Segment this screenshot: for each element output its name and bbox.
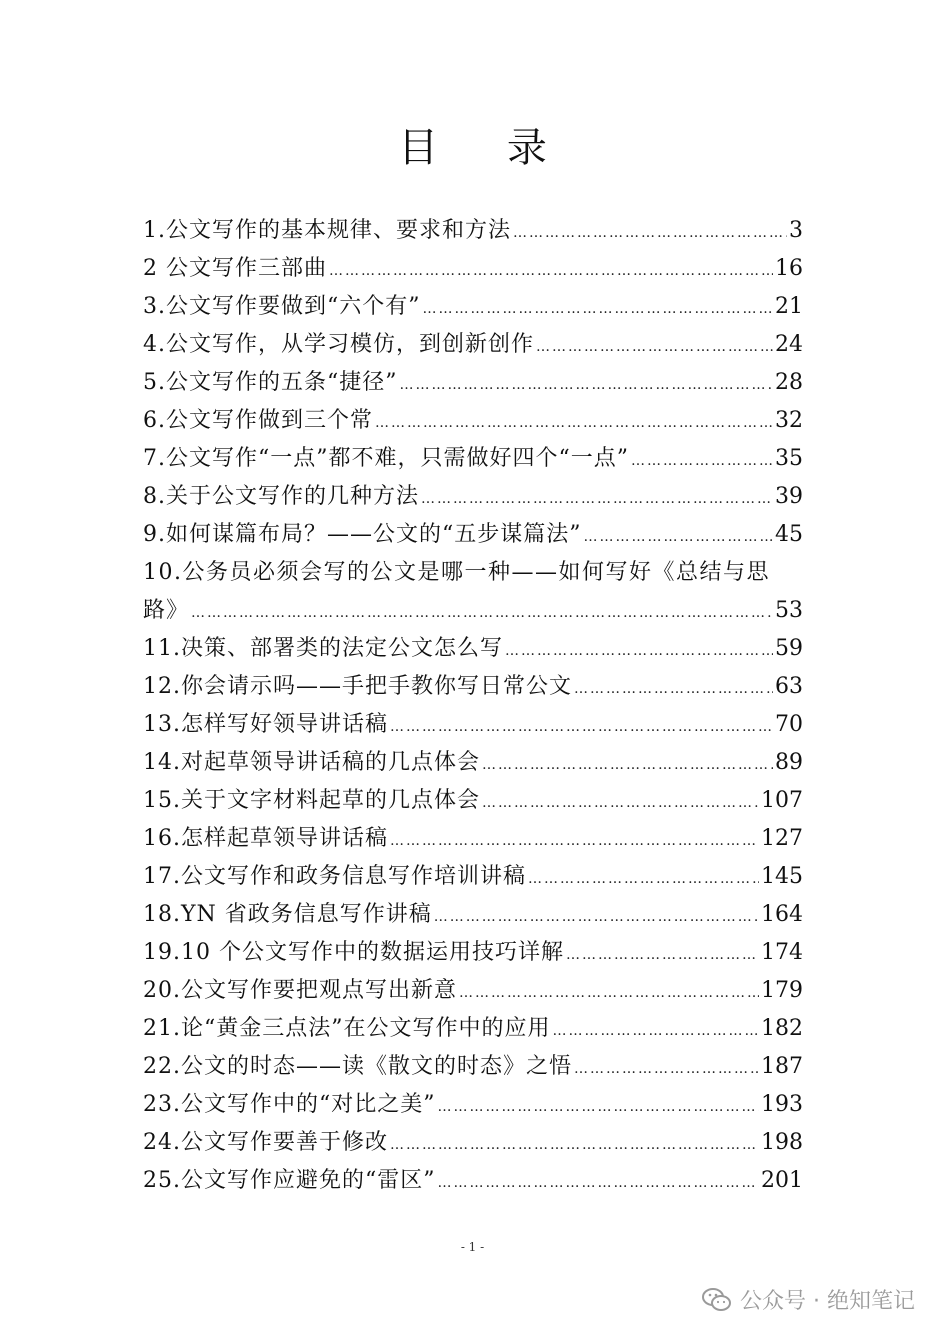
toc-entry-page: 127 <box>761 826 803 851</box>
toc-entry[interactable] <box>143 440 803 478</box>
toc-entry-title: 11.决策、部署类的法定公文怎么写 <box>143 636 503 661</box>
toc-entry-title: 12.你会请示吗——手把手教你写日常公文 <box>143 674 572 699</box>
toc-entry[interactable] <box>143 820 803 858</box>
toc-entry-page: 193 <box>761 1092 803 1117</box>
toc-entry-page: 174 <box>761 940 803 965</box>
toc-entry[interactable] <box>143 364 803 402</box>
toc-entry[interactable] <box>143 934 803 972</box>
toc-entry-page: 39 <box>775 484 803 509</box>
toc-entry-page: 145 <box>761 864 803 889</box>
toc-entry-title: 6.公文写作做到三个常 <box>143 408 373 433</box>
toc-leader-dots <box>584 518 774 554</box>
toc-entry-title: 9.如何谋篇布局？——公文的“五步谋篇法” <box>143 522 582 547</box>
toc-entry-page: 59 <box>775 636 803 661</box>
toc-entry[interactable] <box>143 1010 803 1048</box>
toc-entry-page: 16 <box>775 256 803 281</box>
toc-entry-title: 19.10 个公文写作中的数据运用技巧详解 <box>143 940 564 965</box>
watermark-text: 公众号 · 绝知笔记 <box>740 1289 915 1314</box>
toc-entry[interactable] <box>143 288 803 326</box>
toc-entry-page: 201 <box>761 1168 803 1193</box>
toc-entry-page: 21 <box>775 294 803 319</box>
toc-entry[interactable] <box>143 744 803 782</box>
toc-leader-dots <box>434 898 759 934</box>
toc-leader-dots <box>505 632 773 668</box>
toc-entry-page: 32 <box>775 408 803 433</box>
toc-entry-page: 198 <box>761 1130 803 1155</box>
toc-entry-title: 22.公文的时态——读《散文的时态》之悟 <box>143 1054 572 1079</box>
toc-entry-title: 14.对起草领导讲话稿的几点体会 <box>143 750 480 775</box>
toc-leader-dots <box>390 708 773 744</box>
toc-entry-title: 13.怎样写好领导讲话稿 <box>143 712 388 737</box>
toc-entry-page: 89 <box>775 750 803 775</box>
toc-leader-dots <box>421 480 773 516</box>
toc-entry[interactable] <box>143 212 803 250</box>
toc-entry-page: 164 <box>761 902 803 927</box>
toc-entry-title: 4.公文写作，从学习模仿，到创新创作 <box>143 332 534 357</box>
toc-entry-title: 17.公文写作和政务信息写作培训讲稿 <box>143 864 526 889</box>
toc-entry[interactable] <box>143 706 803 744</box>
toc-entry-page: 70 <box>775 712 803 737</box>
watermark <box>702 1284 915 1315</box>
toc-entry-page: 179 <box>761 978 803 1003</box>
toc-leader-dots <box>566 936 759 972</box>
toc-entry-title: 18.YN 省政务信息写作讲稿 <box>143 902 432 927</box>
toc-leader-dots <box>191 594 773 630</box>
toc-entry-title: 20.公文写作要把观点写出新意 <box>143 978 457 1003</box>
toc-leader-dots <box>513 214 787 250</box>
toc-leader-dots <box>459 974 759 1010</box>
toc-entry-continuation[interactable] <box>143 592 803 630</box>
toc-entry-title: 3.公文写作要做到“六个有” <box>143 294 421 319</box>
toc-leader-dots <box>437 1164 759 1200</box>
toc-entry-title: 8.关于公文写作的几种方法 <box>143 484 419 509</box>
toc-leader-dots <box>329 252 773 288</box>
toc-entry-page: 45 <box>775 522 803 547</box>
page-number: - 1 - <box>460 1240 485 1254</box>
toc-leader-dots <box>574 1050 759 1086</box>
toc-entry-title: 23.公文写作中的“对比之美” <box>143 1092 436 1117</box>
toc-entry-title-cont: 路》 <box>143 598 190 623</box>
toc-leader-dots <box>631 442 773 478</box>
toc-entry-page: 182 <box>761 1016 803 1041</box>
toc-leader-dots <box>437 1088 759 1124</box>
toc-entry[interactable] <box>143 972 803 1010</box>
toc-entry-page: 35 <box>775 446 803 471</box>
toc-entry-title: 16.怎样起草领导讲话稿 <box>143 826 388 851</box>
toc-entry-page: 53 <box>775 598 803 623</box>
toc-entry-title: 2 公文写作三部曲 <box>143 256 327 281</box>
toc-entry[interactable] <box>143 1162 803 1200</box>
toc-entry-title: 15.关于文字材料起草的几点体会 <box>143 788 480 813</box>
toc-entry-title: 1.公文写作的基本规律、要求和方法 <box>143 218 511 243</box>
toc-entry-title: 7.公文写作“一点”都不难，只需做好四个“一点” <box>143 446 629 471</box>
toc-entry[interactable] <box>143 516 803 554</box>
toc-leader-dots <box>574 670 773 706</box>
toc-leader-dots <box>400 366 774 402</box>
toc-leader-dots <box>536 328 773 364</box>
toc-entry[interactable] <box>143 326 803 364</box>
toc-entry[interactable] <box>143 554 803 592</box>
toc-entry[interactable] <box>143 1048 803 1086</box>
toc-entry-title: 24.公文写作要善于修改 <box>143 1130 388 1155</box>
toc-leader-dots <box>390 1126 759 1162</box>
toc-entry[interactable] <box>143 1086 803 1124</box>
toc-entry[interactable] <box>143 250 803 288</box>
toc-leader-dots <box>528 860 759 896</box>
toc-entry[interactable] <box>143 896 803 934</box>
page-title: 目 录 <box>398 125 575 171</box>
toc-entry-page: 24 <box>775 332 803 357</box>
toc-leader-dots <box>390 822 759 858</box>
toc-leader-dots <box>482 746 773 782</box>
toc-leader-dots <box>375 404 773 440</box>
toc-entry[interactable] <box>143 782 803 820</box>
toc-entry-page: 3 <box>789 218 803 243</box>
toc-entry-page: 63 <box>775 674 803 699</box>
toc-entry-title: 10.公务员必须会写的公文是哪一种——如何写好《总结与思 <box>143 560 770 585</box>
wechat-icon <box>702 1287 732 1313</box>
toc-entry[interactable] <box>143 668 803 706</box>
toc-entry[interactable] <box>143 402 803 440</box>
toc-entry[interactable] <box>143 630 803 668</box>
toc-leader-dots <box>552 1012 759 1048</box>
toc-entry[interactable] <box>143 858 803 896</box>
toc-entry-page: 28 <box>775 370 803 395</box>
toc-leader-dots <box>423 290 774 326</box>
toc-entry-title: 5.公文写作的五条“捷径” <box>143 370 398 395</box>
toc-entry[interactable] <box>143 1124 803 1162</box>
toc-entry-title: 25.公文写作应避免的“雷区” <box>143 1168 436 1193</box>
table-of-contents <box>143 212 803 1200</box>
toc-entry-page: 107 <box>761 788 803 813</box>
toc-entry-page: 187 <box>761 1054 803 1079</box>
toc-entry[interactable] <box>143 478 803 516</box>
toc-entry-title: 21.论“黄金三点法”在公文写作中的应用 <box>143 1016 551 1041</box>
toc-leader-dots <box>482 784 759 820</box>
